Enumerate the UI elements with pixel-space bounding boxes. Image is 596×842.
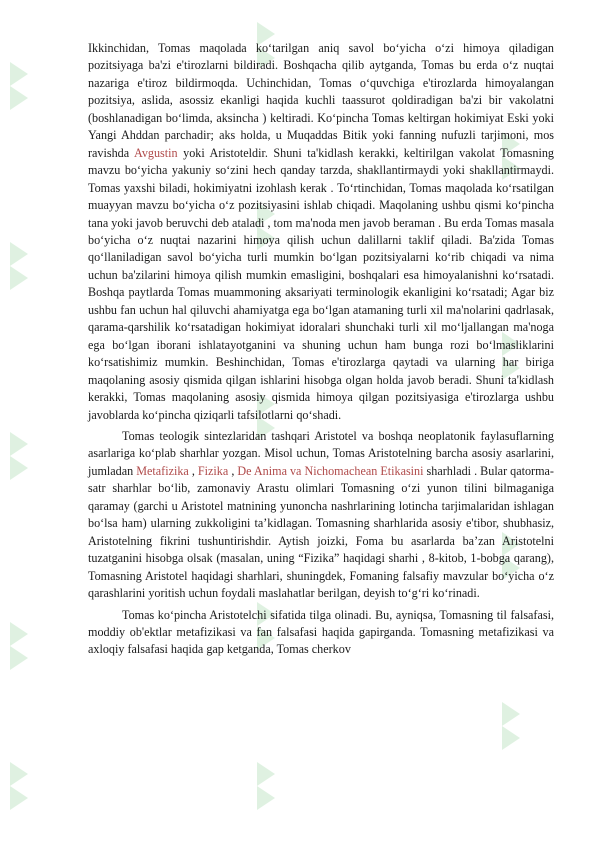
paragraph-text: , xyxy=(188,463,198,478)
inline-link[interactable]: Metafizika xyxy=(136,463,189,478)
green-arrow-mark-icon xyxy=(8,620,30,672)
paragraph-text: sharhladi . Bular qatorma-satr sharhlar boʻlib, zamonaviy Arastu olimlari Tomasning oʻzi yunon tilini bilmaganiga qaramay (garchi u Aristotel matnining yunoncha nashrlarining lotincha tarjimalaridan ishlagan boʻlsa ham) ularning zukkoligini taʼkidlagan. Tomasning sharhlarida asosiy e'tibor, shubhasiz, Aristotelning fikrini tushuntirishdir. Aytish joizki, Foma bu asarlarda baʼzan Aristotelni tuzatganini hisobga olsak (masalan, uning “Fizika” haqidagi sharhi , 8-kitob, 1-bobga qarang), Tomasning Aristotel haqidagi sharhlari, shuningdek, Fomaning falsafiy mavzular boʻyicha oʻz qarashlarini yoritish uchun foydali maslahatlar berilgan, deyish toʻgʻri koʻrinadi. xyxy=(88,463,554,601)
paragraph-text: yoki Aristoteldir. Shuni ta'kidlash kerakki, keltirilgan vakolat Tomasning mavzu boʻyicha yakuniy soʻzini hech qanday tarzda, shakllantirmaydi yoki shakllantirmaydi. Tomas yaxshi biladi, hokimiyatni izohlash kerak . Toʻrtinchidan, Tomas maqolada koʻrsatilgan muayyan mavzu boʻyicha oʻz pozitsiyasini ishlab chiqadi. Maqolaning ushbu qismi koʻpincha tana yoki javob beruvchi deb ataladi , tom ma'noda men javob beraman . Bu erda Tomas masala boʻyicha oʻz nuqtai nazarini himoya qilish uchun dalillarni taklif qiladi. Ba'zida Tomas qoʻllaniladigan savol boʻyicha turli mumkin boʻlgan pozitsiyalarni koʻrib chiqadi va nima uchun ba'zilarini himoya qilish mumkin emasligini, boshqalari esa himoyalanishni koʻrsatadi. Boshqa paytlarda Tomas muammoning aksariyati terminologik ekanligini koʻrsatadi; Agar biz ushbu fan uchun hal qiluvchi ahamiyatga ega boʻlgan atamaning turli xil ma'nolarini qadrlasak, qarama-qarshilik koʻrsatadigan hokimiyat idoralari shunchaki turli xil moʻljallangan ma'noga ega boʻlgan iborani ishlatayotganini va shuning uchun ham bunga rozi boʻlmasliklarini koʻrsatishimiz mumkin. Beshinchidan, Tomas e'tirozlarga qaytadi va ularning har biriga maqolaning asosiy qismida qilgan ishlarini hisobga olgan holda javob beradi. Shuni ta'kidlash kerakki, Tomas maqolaning asosiy qismida himoya qilgan pozitsiyasiga e'tirozlarga ushbu javoblarda koʻpincha qiziqarli tafsilotlarni qoʻshadi. xyxy=(88,145,554,422)
paragraph-text: Tomas koʻpincha Aristotelchi sifatida tilga olinadi. Bu, ayniqsa, Tomasning til falsafasi, moddiy ob'ektlar metafizikasi va fan falsafasi haqida gapirganda. Tomasning metafizikasi va axloqiy falsafasi haqida gap ketganda, Tomas cherkov xyxy=(88,607,554,657)
inline-link[interactable]: Fizika xyxy=(197,463,229,478)
document-body xyxy=(88,40,554,663)
green-arrow-mark-icon xyxy=(500,700,522,752)
inline-link[interactable]: De Anima va Nichomachean Etikasini xyxy=(237,463,424,478)
green-arrow-mark-icon xyxy=(8,760,30,812)
green-arrow-mark-icon xyxy=(255,760,277,812)
inline-link[interactable]: Avgustin xyxy=(133,145,178,160)
paragraph-p1 xyxy=(88,40,554,424)
paragraph-text: Tomas teologik sintezlaridan tashqari Aristotel va boshqa neoplatonik faylasuflarning asarlariga koʻplab sharhlar yozgan. Misol uchun, Tomas Aristotelning barcha asosiy asarlarini, jumladan xyxy=(88,428,554,478)
paragraph-p2 xyxy=(88,428,554,603)
green-arrow-mark-icon xyxy=(8,430,30,482)
paragraph-text: Ikkinchidan, Tomas maqolada koʻtarilgan aniq savol boʻyicha oʻzi himoya qiladigan pozitsiyaga ba'zi e'tirozlarni bildiradi. Boshqacha qilib aytganda, Tomas bu erda oʻz nuqtai nazariga e'tiroz bildirmoqda. Uchinchidan, Tomas oʻquvchiga e'tirozlarda himoyalangan pozitsiya, aslida, asossiz ekanligi haqida kuchli taassurot qoldiradigan ba'zi bir vakolatni (boshlanadigan boʻlimda, aksincha ) keltiradi. Koʻpincha Tomas keltirgan hokimiyat Eski yoki Yangi Ahddan parchadir; aks holda, u Muqaddas Bitik yoki fanning nufuzli tarjimoni, mos ravishda xyxy=(88,41,554,160)
paragraph-p3 xyxy=(88,607,554,659)
green-arrow-mark-icon xyxy=(8,60,30,112)
green-arrow-mark-icon xyxy=(8,240,30,292)
paragraph-text: , xyxy=(228,463,238,478)
